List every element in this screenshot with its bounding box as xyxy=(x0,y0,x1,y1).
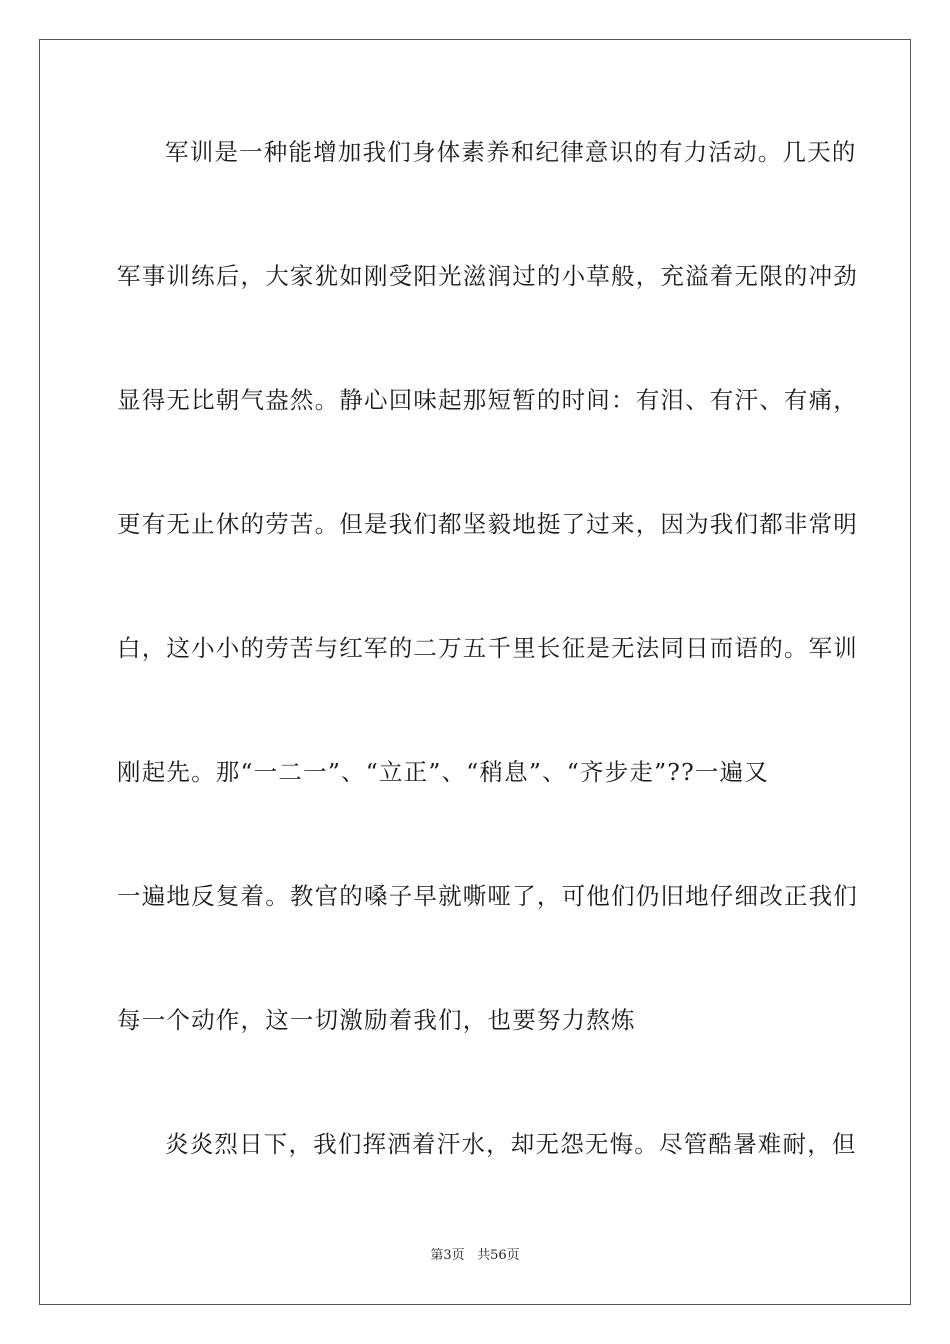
page-number: 第3页 xyxy=(430,1248,465,1263)
paragraph-2-line-1: 炎炎烈日下，我们挥洒着汗水，却无怨无悔。尽管酷暑难耐，但 xyxy=(165,1130,857,1158)
page-total: 共56页 xyxy=(477,1248,520,1263)
paragraph-1-line-1: 军训是一种能增加我们身体素养和纪律意识的有力活动。几天的 xyxy=(165,138,857,166)
paragraph-1-line-5: 白，这小小的劳苦与红军的二万五千里长征是无法同日而语的。军训 xyxy=(117,634,858,662)
paragraph-1-line-7: 一遍地反复着。教官的嗓子早就嘶哑了，可他们仍旧地仔细改正我们 xyxy=(117,882,858,910)
page-footer xyxy=(0,1247,950,1265)
paragraph-1-line-4: 更有无止休的劳苦。但是我们都坚毅地挺了过来，因为我们都非常明 xyxy=(117,510,858,538)
paragraph-1-line-2: 军事训练后，大家犹如刚受阳光滋润过的小草般，充溢着无限的冲劲 xyxy=(117,262,858,290)
paragraph-1-line-3: 显得无比朝气盎然。静心回味起那短暂的时间：有泪、有汗、有痛， xyxy=(117,386,858,414)
paragraph-1-line-8: 每一个动作，这一切激励着我们，也要努力熬炼 xyxy=(117,1006,636,1034)
page-border xyxy=(39,39,911,1305)
paragraph-1-line-6: 刚起先。那“一二一”、“立正”、“稍息”、“齐步走”??一遍又 xyxy=(117,758,770,786)
